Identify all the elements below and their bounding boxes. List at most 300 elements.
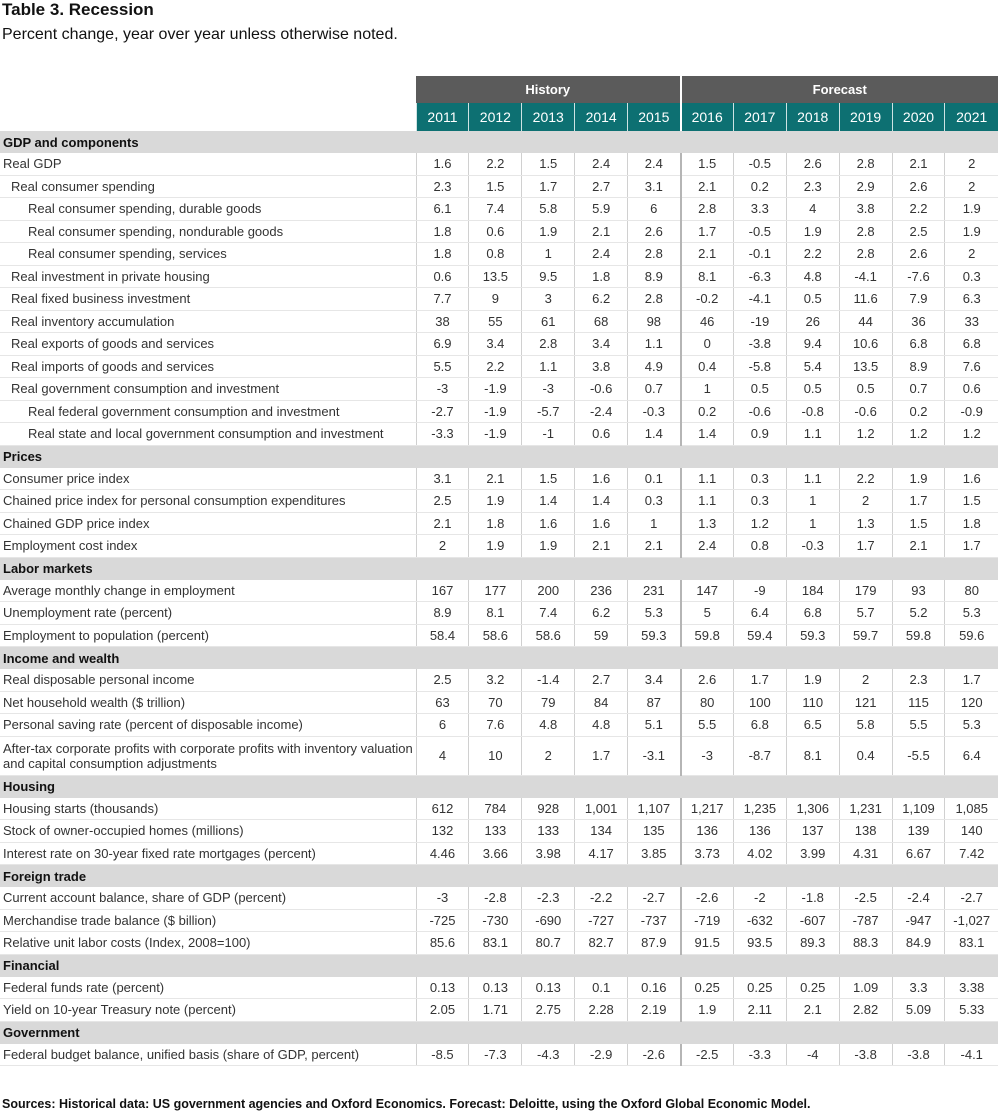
value-cell: 0.25 [786, 977, 839, 999]
value-cell: 8.9 [416, 602, 469, 625]
value-cell: 4.9 [628, 355, 681, 378]
value-cell: 59.6 [945, 624, 998, 647]
section-header [0, 647, 998, 670]
value-cell: 1.09 [839, 977, 892, 999]
value-cell: 0 [681, 333, 734, 356]
value-cell: 1.4 [522, 490, 575, 513]
value-cell: 0.4 [681, 355, 734, 378]
table-row [0, 423, 998, 446]
row-label: Real exports of goods and services [0, 333, 416, 356]
value-cell: 1.9 [786, 220, 839, 243]
value-cell: -3 [416, 887, 469, 909]
table-row [0, 820, 998, 843]
value-cell: 8.1 [786, 736, 839, 775]
value-cell: 0.6 [945, 378, 998, 401]
value-cell: 6.4 [733, 602, 786, 625]
value-cell: 5.5 [416, 355, 469, 378]
value-cell: -9 [733, 580, 786, 602]
value-cell: 2.8 [522, 333, 575, 356]
value-cell: 0.6 [575, 423, 628, 446]
section-title: Income and wealth [0, 647, 998, 670]
value-cell: 4.46 [416, 842, 469, 865]
value-cell: 5.5 [892, 714, 945, 737]
value-cell: 0.13 [416, 977, 469, 999]
value-cell: 1.6 [575, 512, 628, 535]
value-cell: 2.8 [681, 198, 734, 221]
value-cell: 80.7 [522, 932, 575, 955]
value-cell: 1.1 [786, 468, 839, 490]
value-cell: 5.2 [892, 602, 945, 625]
row-label: Real consumer spending [0, 175, 416, 198]
year-header-6: 2017 [733, 103, 786, 131]
value-cell: 83.1 [945, 932, 998, 955]
value-cell: 2.11 [733, 999, 786, 1022]
value-cell: 2.5 [416, 669, 469, 691]
section-title: GDP and components [0, 131, 998, 153]
row-label: Real GDP [0, 153, 416, 175]
table-row [0, 977, 998, 999]
value-cell: 2.1 [892, 535, 945, 558]
value-cell: 5.3 [945, 602, 998, 625]
value-cell: 26 [786, 310, 839, 333]
year-header-1: 2012 [469, 103, 522, 131]
table-row [0, 736, 998, 775]
value-cell: 93 [892, 580, 945, 602]
value-cell: 59.8 [892, 624, 945, 647]
value-cell: 0.5 [839, 378, 892, 401]
value-cell: 4.17 [575, 842, 628, 865]
section-header [0, 1021, 998, 1044]
table-row [0, 887, 998, 909]
table-body [0, 131, 998, 1066]
value-cell: 6.8 [733, 714, 786, 737]
value-cell: -1.9 [469, 378, 522, 401]
value-cell: 0.7 [628, 378, 681, 401]
table-row [0, 333, 998, 356]
value-cell: 59.7 [839, 624, 892, 647]
row-label: After-tax corporate profits with corporate profits with inventory valuation and capital consumption adjustments [0, 736, 416, 775]
value-cell: 1.9 [892, 468, 945, 490]
value-cell: 84.9 [892, 932, 945, 955]
value-cell: 1.4 [681, 423, 734, 446]
value-cell: 44 [839, 310, 892, 333]
table-row [0, 691, 998, 714]
value-cell: 5.1 [628, 714, 681, 737]
value-cell: 2.3 [786, 175, 839, 198]
value-cell: 1.4 [575, 490, 628, 513]
value-cell: -4 [786, 1044, 839, 1066]
table-row [0, 932, 998, 955]
value-cell: 10 [469, 736, 522, 775]
value-cell: 1.7 [945, 669, 998, 691]
value-cell: 1 [522, 243, 575, 266]
table-row [0, 714, 998, 737]
value-cell: 79 [522, 691, 575, 714]
value-cell: 1.7 [733, 669, 786, 691]
table-row [0, 909, 998, 932]
table-row [0, 624, 998, 647]
value-cell: 58.4 [416, 624, 469, 647]
value-cell: 5.3 [945, 714, 998, 737]
value-cell: 3 [522, 288, 575, 311]
section-title: Government [0, 1021, 998, 1044]
value-cell: 1.2 [945, 423, 998, 446]
value-cell: 167 [416, 580, 469, 602]
value-cell: -0.2 [681, 288, 734, 311]
value-cell: 928 [522, 798, 575, 820]
value-cell: 88.3 [839, 932, 892, 955]
value-cell: 58.6 [469, 624, 522, 647]
value-cell: 1.9 [469, 490, 522, 513]
table-row [0, 468, 998, 490]
value-cell: 58.6 [522, 624, 575, 647]
value-cell: 3.4 [575, 333, 628, 356]
table-row [0, 153, 998, 175]
value-cell: -5.7 [522, 400, 575, 423]
value-cell: 179 [839, 580, 892, 602]
value-cell: 1.5 [945, 490, 998, 513]
value-cell: 3.1 [416, 468, 469, 490]
value-cell: 1.6 [575, 468, 628, 490]
value-cell: 91.5 [681, 932, 734, 955]
value-cell: 13.5 [469, 265, 522, 288]
value-cell: 2.3 [416, 175, 469, 198]
value-cell: 2.2 [469, 153, 522, 175]
value-cell: 2.1 [681, 175, 734, 198]
value-cell: 4.02 [733, 842, 786, 865]
year-header-row [0, 103, 998, 131]
value-cell: 6.1 [416, 198, 469, 221]
value-cell: 8.9 [628, 265, 681, 288]
value-cell: 3.66 [469, 842, 522, 865]
value-cell: 70 [469, 691, 522, 714]
value-cell: 3.8 [575, 355, 628, 378]
value-cell: 84 [575, 691, 628, 714]
value-cell: 2.5 [892, 220, 945, 243]
value-cell: 2 [945, 153, 998, 175]
value-cell: 5.7 [839, 602, 892, 625]
value-cell: 2.7 [575, 175, 628, 198]
value-cell: 80 [681, 691, 734, 714]
value-cell: 2.4 [575, 153, 628, 175]
section-title: Housing [0, 775, 998, 798]
value-cell: 3.38 [945, 977, 998, 999]
value-cell: 2.8 [839, 220, 892, 243]
value-cell: 3.3 [892, 977, 945, 999]
value-cell: -0.3 [628, 400, 681, 423]
year-header-spacer [0, 103, 416, 131]
value-cell: -2.4 [575, 400, 628, 423]
value-cell: 1,235 [733, 798, 786, 820]
value-cell: 0.6 [469, 220, 522, 243]
section-title: Foreign trade [0, 865, 998, 888]
value-cell: 5.9 [575, 198, 628, 221]
value-cell: -2.9 [575, 1044, 628, 1066]
value-cell: -2 [733, 887, 786, 909]
row-label: Federal budget balance, unified basis (share of GDP, percent) [0, 1044, 416, 1066]
value-cell: 6.8 [892, 333, 945, 356]
value-cell: 0.5 [786, 288, 839, 311]
value-cell: 6 [416, 714, 469, 737]
value-cell: 0.13 [469, 977, 522, 999]
value-cell: -4.1 [733, 288, 786, 311]
value-cell: 0.2 [892, 400, 945, 423]
year-header-3: 2014 [575, 103, 628, 131]
value-cell: 184 [786, 580, 839, 602]
value-cell: 1.2 [839, 423, 892, 446]
value-cell: 5.3 [628, 602, 681, 625]
value-cell: 36 [892, 310, 945, 333]
value-cell: -2.6 [628, 1044, 681, 1066]
value-cell: -690 [522, 909, 575, 932]
value-cell: 9.5 [522, 265, 575, 288]
value-cell: -3.3 [416, 423, 469, 446]
value-cell: 7.6 [469, 714, 522, 737]
value-cell: -3.3 [733, 1044, 786, 1066]
value-cell: 133 [469, 820, 522, 843]
value-cell: 100 [733, 691, 786, 714]
value-cell: 5.4 [786, 355, 839, 378]
table-row [0, 535, 998, 558]
value-cell: -0.6 [839, 400, 892, 423]
value-cell: 1.3 [839, 512, 892, 535]
value-cell: 1.6 [945, 468, 998, 490]
row-label: Housing starts (thousands) [0, 798, 416, 820]
value-cell: 3.73 [681, 842, 734, 865]
value-cell: -5.5 [892, 736, 945, 775]
table-row [0, 842, 998, 865]
value-cell: 1.8 [469, 512, 522, 535]
table-row [0, 198, 998, 221]
value-cell: 61 [522, 310, 575, 333]
value-cell: 11.6 [839, 288, 892, 311]
section-header [0, 445, 998, 468]
row-label: Real consumer spending, durable goods [0, 198, 416, 221]
value-cell: 137 [786, 820, 839, 843]
value-cell: 1.1 [786, 423, 839, 446]
table-row [0, 175, 998, 198]
value-cell: 5.8 [839, 714, 892, 737]
table-subtitle: Percent change, year over year unless otherwise noted. [2, 26, 398, 43]
value-cell: 1.5 [522, 468, 575, 490]
value-cell: 2.1 [628, 535, 681, 558]
value-cell: 0.5 [786, 378, 839, 401]
value-cell: 6.3 [945, 288, 998, 311]
value-cell: 200 [522, 580, 575, 602]
value-cell: 2.8 [628, 288, 681, 311]
year-header-4: 2015 [628, 103, 681, 131]
value-cell: 0.2 [733, 175, 786, 198]
value-cell: 1,107 [628, 798, 681, 820]
value-cell: 2 [839, 490, 892, 513]
value-cell: 87 [628, 691, 681, 714]
value-cell: 136 [733, 820, 786, 843]
value-cell: -7.6 [892, 265, 945, 288]
value-cell: 33 [945, 310, 998, 333]
value-cell: -4.1 [839, 265, 892, 288]
value-cell: 0.6 [416, 265, 469, 288]
table-row [0, 310, 998, 333]
header-spacer [0, 76, 416, 103]
section-header [0, 954, 998, 977]
value-cell: -2.7 [628, 887, 681, 909]
value-cell: 1.1 [681, 490, 734, 513]
value-cell: -7.3 [469, 1044, 522, 1066]
value-cell: 147 [681, 580, 734, 602]
value-cell: -5.8 [733, 355, 786, 378]
value-cell: -730 [469, 909, 522, 932]
value-cell: 1.7 [575, 736, 628, 775]
value-cell: 1 [786, 512, 839, 535]
value-cell: -737 [628, 909, 681, 932]
value-cell: 2.6 [628, 220, 681, 243]
row-label: Unemployment rate (percent) [0, 602, 416, 625]
value-cell: 1.5 [469, 175, 522, 198]
table-row [0, 265, 998, 288]
value-cell: 2.1 [786, 999, 839, 1022]
value-cell: 89.3 [786, 932, 839, 955]
row-label: Employment to population (percent) [0, 624, 416, 647]
value-cell: -1.8 [786, 887, 839, 909]
value-cell: -3.8 [892, 1044, 945, 1066]
value-cell: 59.3 [786, 624, 839, 647]
value-cell: -0.6 [575, 378, 628, 401]
value-cell: 2.28 [575, 999, 628, 1022]
value-cell: 5.09 [892, 999, 945, 1022]
value-cell: 2 [522, 736, 575, 775]
value-cell: 2.2 [839, 468, 892, 490]
table-row [0, 669, 998, 691]
value-cell: 0.16 [628, 977, 681, 999]
value-cell: 1,217 [681, 798, 734, 820]
source-note: Sources: Historical data: US government agencies and Oxford Economics. Forecast: Deloitte, using the Oxford Global Economic Model. [2, 1097, 811, 1111]
value-cell: 59.3 [628, 624, 681, 647]
value-cell: 1.9 [469, 535, 522, 558]
value-cell: 140 [945, 820, 998, 843]
value-cell: 2.9 [839, 175, 892, 198]
value-cell: 2.6 [892, 243, 945, 266]
value-cell: 1 [628, 512, 681, 535]
value-cell: -4.1 [945, 1044, 998, 1066]
row-label: Chained price index for personal consumption expenditures [0, 490, 416, 513]
value-cell: -1.4 [522, 669, 575, 691]
value-cell: -3.8 [839, 1044, 892, 1066]
value-cell: 1.9 [681, 999, 734, 1022]
value-cell: 0.8 [733, 535, 786, 558]
year-header-8: 2019 [839, 103, 892, 131]
value-cell: 236 [575, 580, 628, 602]
value-cell: 177 [469, 580, 522, 602]
value-cell: -0.5 [733, 220, 786, 243]
value-cell: -8.7 [733, 736, 786, 775]
value-cell: 6.2 [575, 602, 628, 625]
value-cell: 2.4 [681, 535, 734, 558]
value-cell: 83.1 [469, 932, 522, 955]
value-cell: 5 [681, 602, 734, 625]
row-label: Real government consumption and investment [0, 378, 416, 401]
value-cell: -787 [839, 909, 892, 932]
value-cell: -2.5 [681, 1044, 734, 1066]
value-cell: 5.8 [522, 198, 575, 221]
section-title: Labor markets [0, 557, 998, 580]
value-cell: 7.4 [522, 602, 575, 625]
value-cell: 5.5 [681, 714, 734, 737]
value-cell: 2.3 [892, 669, 945, 691]
row-label: Current account balance, share of GDP (percent) [0, 887, 416, 909]
table-row [0, 512, 998, 535]
value-cell: 59 [575, 624, 628, 647]
value-cell: 2.2 [892, 198, 945, 221]
table-row [0, 798, 998, 820]
table-row [0, 355, 998, 378]
value-cell: -2.6 [681, 887, 734, 909]
value-cell: 784 [469, 798, 522, 820]
value-cell: 85.6 [416, 932, 469, 955]
value-cell: 1.5 [892, 512, 945, 535]
history-header: History [416, 76, 680, 103]
value-cell: 5.33 [945, 999, 998, 1022]
value-cell: 3.1 [628, 175, 681, 198]
value-cell: -2.3 [522, 887, 575, 909]
row-label: Net household wealth ($ trillion) [0, 691, 416, 714]
table-row [0, 580, 998, 602]
value-cell: 59.4 [733, 624, 786, 647]
value-cell: 0.25 [681, 977, 734, 999]
row-label: Real state and local government consumption and investment [0, 423, 416, 446]
row-label: Yield on 10-year Treasury note (percent) [0, 999, 416, 1022]
year-header-10: 2021 [945, 103, 998, 131]
section-header [0, 131, 998, 153]
value-cell: 2.8 [628, 243, 681, 266]
value-cell: 0.3 [628, 490, 681, 513]
value-cell: 7.4 [469, 198, 522, 221]
value-cell: 121 [839, 691, 892, 714]
value-cell: 2.2 [786, 243, 839, 266]
value-cell: 3.4 [628, 669, 681, 691]
value-cell: 0.5 [733, 378, 786, 401]
value-cell: 1.9 [945, 220, 998, 243]
table-row [0, 220, 998, 243]
value-cell: 8.9 [892, 355, 945, 378]
value-cell: 38 [416, 310, 469, 333]
value-cell: 4.8 [522, 714, 575, 737]
value-cell: -1.9 [469, 400, 522, 423]
value-cell: -1,027 [945, 909, 998, 932]
value-cell: 1.1 [681, 468, 734, 490]
value-cell: 6.5 [786, 714, 839, 737]
value-cell: 115 [892, 691, 945, 714]
value-cell: 134 [575, 820, 628, 843]
value-cell: 1.71 [469, 999, 522, 1022]
value-cell: 2.6 [892, 175, 945, 198]
section-header [0, 775, 998, 798]
value-cell: 1.8 [416, 243, 469, 266]
row-label: Interest rate on 30-year fixed rate mortgages (percent) [0, 842, 416, 865]
value-cell: 1,085 [945, 798, 998, 820]
value-cell: 1.7 [681, 220, 734, 243]
value-cell: 2.8 [839, 153, 892, 175]
value-cell: 1.9 [522, 220, 575, 243]
table-row [0, 288, 998, 311]
row-label: Consumer price index [0, 468, 416, 490]
value-cell: 231 [628, 580, 681, 602]
value-cell: 1.3 [681, 512, 734, 535]
value-cell: 2.5 [416, 490, 469, 513]
value-cell: 2.82 [839, 999, 892, 1022]
value-cell: 6.2 [575, 288, 628, 311]
value-cell: 2.1 [681, 243, 734, 266]
value-cell: 2.4 [628, 153, 681, 175]
